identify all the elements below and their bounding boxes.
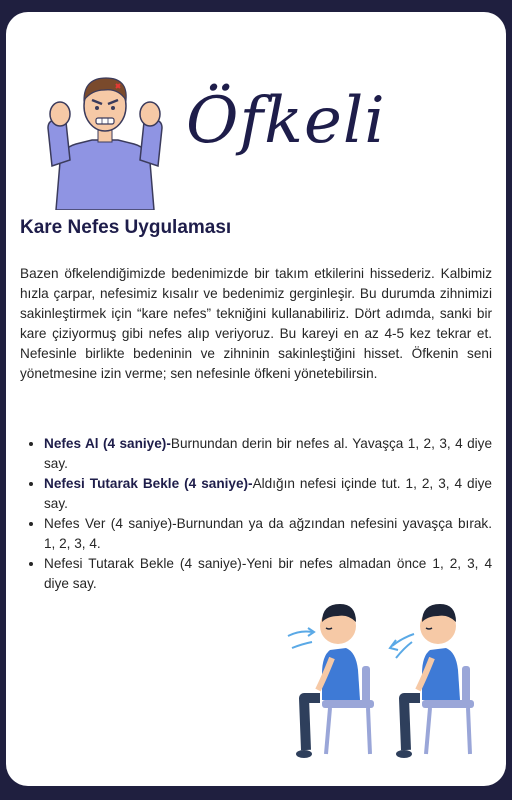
steps-list [20, 434, 492, 594]
step-text: Nefesi Tutarak Bekle (4 saniye)-Yeni bir nefes almadan önce 1, 2, 3, 4 diye say. [44, 556, 492, 591]
step-text: Aldığın nefesi içinde tut. 1, 2, 3, 4 diye say. [44, 476, 492, 511]
step-label: Nefes Al (4 saniye)- [44, 436, 171, 451]
section-heading: Kare Nefes Uygulaması [20, 217, 232, 238]
content-card [6, 12, 506, 786]
angry-person-icon [46, 70, 164, 210]
list-item [44, 514, 492, 554]
list-item [44, 474, 492, 514]
breathing-children-icon [286, 578, 486, 768]
step-label: Nefesi Tutarak Bekle (4 saniye)- [44, 476, 253, 491]
step-text: Burnundan derin bir nefes al. Yavaşça 1, 2, 3, 4 diye say. [44, 436, 493, 471]
intro-paragraph: Bazen öfkelendiğimizde bedenimizde bir takım etkilerini hissederiz. Kalbimiz hızla çarpar, nefesimiz kısalır ve bedenimiz gerginleşir. Bu durumda zihnimizi sakinleştirmek için “kare nefes” tekniğini kullanabiliriz. Dört adımda, sanki bir kare çiziyormuş gibi nefes alıp veriyoruz. Bu kareyi en az 4-5 kez tekrar et. Nefesinle birlikte bedeninin ve zihninin sakinleştiğini hisset. Öfkenin seni yönetmesine izin verme; sen nefesinle öfkeni yönetebilirsin. [20, 266, 492, 381]
page-title: Öfkeli [186, 84, 386, 158]
step-text: Nefes Ver (4 saniye)-Burnundan ya da ağzından nefesini yavaşça bırak. 1, 2, 3, 4. [44, 516, 492, 551]
list-item [44, 434, 492, 474]
